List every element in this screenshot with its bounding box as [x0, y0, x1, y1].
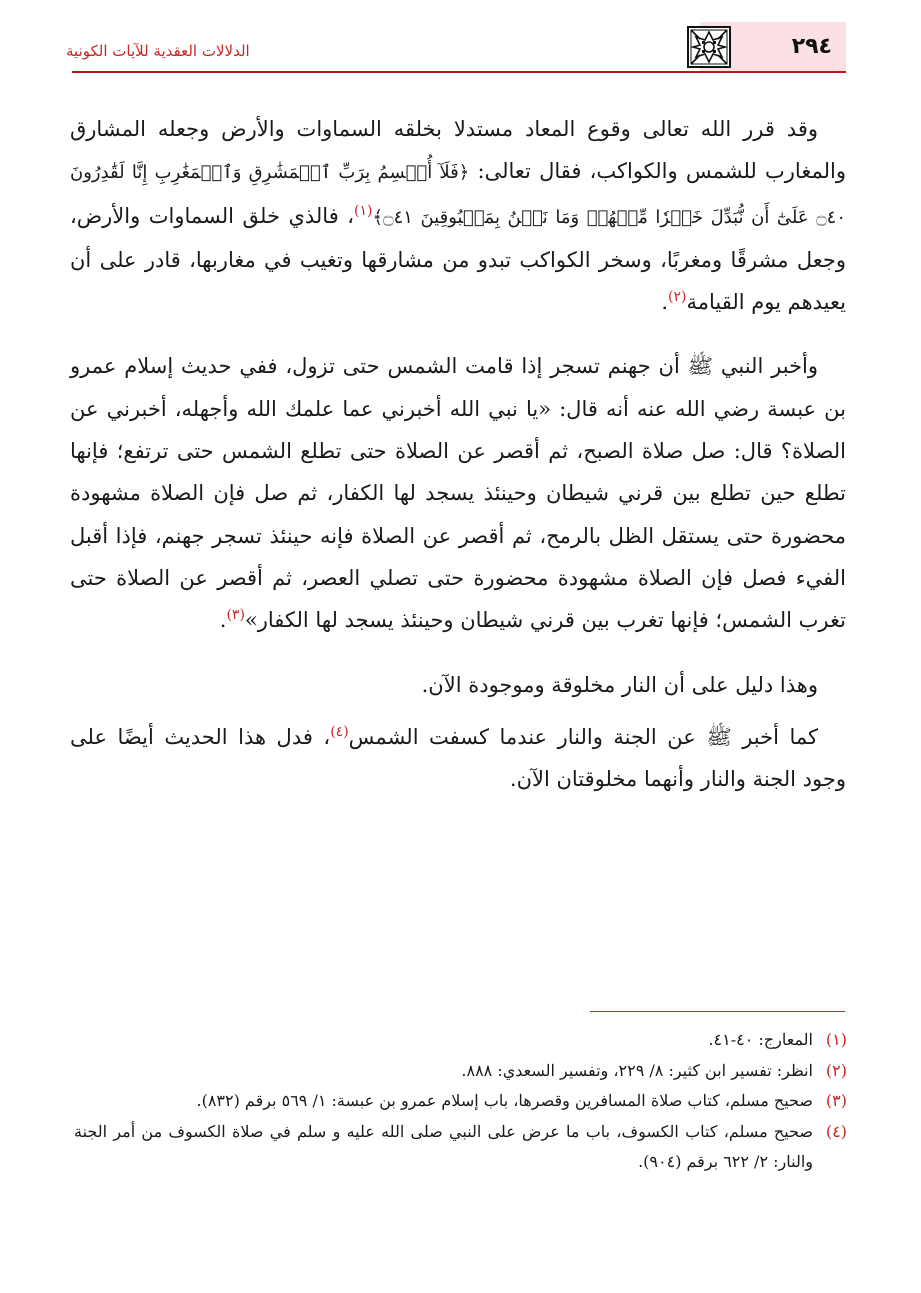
footnote-1 [74, 1025, 847, 1056]
paragraph-1-text-b: ، فالذي خلق السماوات والأرض، وجعل مشرقًا ومغربًا، وسخر الكواكب تبدو من مشارقها وتغيب في مغاربها، قادر على أن يعيدهم يوم القيامة [70, 203, 846, 315]
page-header [0, 0, 921, 76]
footnote-ref-1[interactable]: (١) [354, 202, 373, 219]
footnote-number: (٤) [825, 1121, 847, 1141]
footnote-number: (٢) [825, 1060, 847, 1080]
footnote-3 [74, 1086, 847, 1117]
header-divider [72, 71, 846, 73]
footnote-text: انظر: تفسير ابن كثير: ٨/ ٢٢٩، وتفسير السعدي: ٨٨٨. [461, 1060, 813, 1080]
footnote-4 [74, 1117, 847, 1178]
paragraph-4-text-a: كما أخبر ﷺ عن الجنة والنار عندما كسفت الشمس [348, 724, 818, 749]
paragraph-2-text-b: . [219, 608, 227, 633]
footnote-divider [590, 1011, 845, 1012]
paragraph-3 [70, 664, 846, 706]
footnote-ref-3[interactable]: (٣) [226, 607, 245, 624]
paragraph-1 [70, 108, 846, 323]
geometric-star-ornament-icon [687, 26, 731, 68]
footnote-number: (٣) [825, 1091, 847, 1110]
main-text [70, 108, 846, 822]
page-number: ٢٩٤ [791, 34, 832, 59]
footnote-text: المعارج: ٤٠-٤١. [708, 1030, 813, 1049]
paragraph-1-text-a: وقد قرر الله تعالى وقوع المعاد مستدلا بخلقه السماوات والأرض وجعله المشارق والمغارب للشمس والكواكب، فقال تعالى: [70, 117, 846, 184]
paragraph-4 [70, 716, 846, 801]
quran-verse: ﴿فَلَآ أُقۡسِمُ بِرَبِّ ٱلۡمَشَٰرِقِ وَٱلۡمَغَٰرِبِ إِنَّا لَقَٰدِرُونَ ۝٤٠ عَلَىٰٓ أَن نُّبَدِّلَ خَيۡرٗا مِّنۡهُمۡ وَمَا نَحۡنُ بِمَسۡبُوقِينَ ۝٤١﴾ [70, 162, 846, 228]
footnote-ref-2[interactable]: (٢) [668, 289, 687, 306]
running-header-title: الدلالات العقدية للآيات الكونية [66, 42, 250, 60]
footnote-text: صحيح مسلم، كتاب الكسوف، باب ما عرض على النبي صلى الله عليه و سلم في صلاة الكسوف من أمر الجنة والنار: ٢/ ٦٢٢ برقم (٩٠٤). [74, 1121, 814, 1171]
footnote-ref-4[interactable]: (٤) [330, 723, 349, 740]
paragraph-1-text-c: . [661, 290, 668, 315]
footnote-number: (١) [825, 1030, 847, 1049]
paragraph-2 [70, 345, 846, 641]
footnotes [74, 1025, 847, 1178]
footnote-2 [74, 1056, 847, 1087]
paragraph-2-text-a: وأخبر النبي ﷺ أن جهنم تسجر إذا قامت الشمس حتى تزول، ففي حديث إسلام عمرو بن عبسة رضي الله عنه أنه قال: «يا نبي الله أخبرني عما علمك الله وأجهله، أخبرني عن الصلاة؟ قال: صل صلاة الصبح، ثم أقصر عن الصلاة حتى تطلع الشمس حتى ترتفع؛ فإنها تطلع حين تطلع بين قرني شيطان وحينئذ يسجد لها الكفار، ثم صل فإن الصلاة مشهودة محضورة حتى يستقل الظل بالرمح، ثم أقصر عن الصلاة فإنه حينئذ تسجر جهنم، فإذا أقبل الفيء فصل فإن الصلاة مشهودة محضورة حتى تصلي العصر، ثم أقصر عن الصلاة حتى تغرب الشمس؛ فإنها تغرب بين قرني شيطان وحينئذ يسجد لها الكفار» [70, 354, 846, 633]
paragraph-4-text-b: ، فدل هذا الحديث أيضًا على وجود الجنة والنار وأنهما مخلوقتان الآن. [70, 724, 846, 792]
paragraph-3-text: وهذا دليل على أن النار مخلوقة وموجودة الآن. [421, 672, 818, 697]
footnote-text: صحيح مسلم، كتاب صلاة المسافرين وقصرها، باب إسلام عمرو بن عبسة: ١/ ٥٦٩ برقم (٨٣٢). [196, 1091, 813, 1110]
